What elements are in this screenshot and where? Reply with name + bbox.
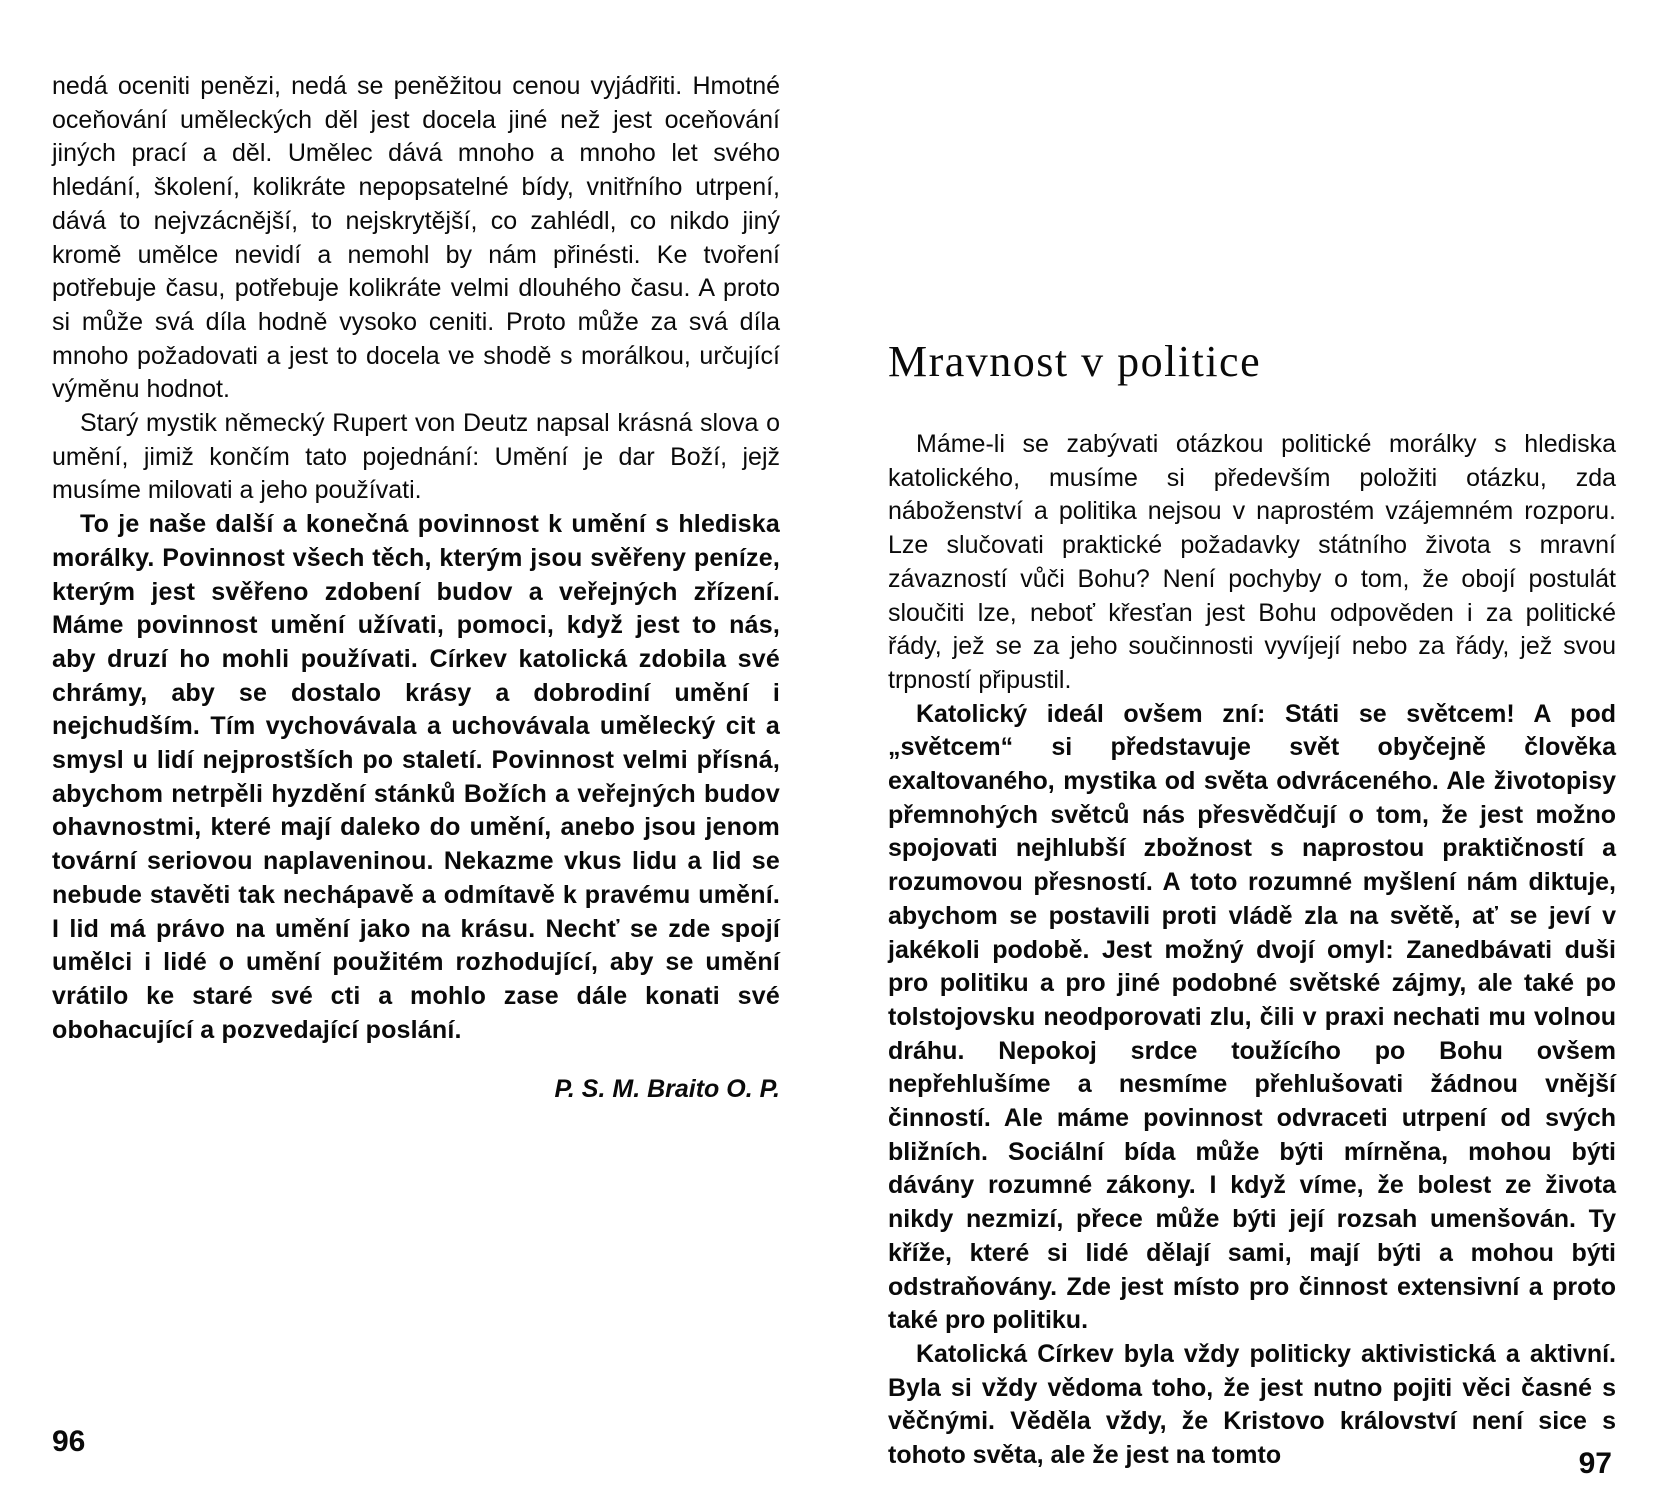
paragraph: Starý mystik německý Rupert von Deutz napsal krásná slova o umění, jimiž končím tato pojednání: Umění je dar Boží, jejž musíme milovati a jeho používati. bbox=[52, 409, 780, 505]
page-number: 96 bbox=[52, 1425, 86, 1458]
paragraph: To je naše další a konečná povinnost k umění s hlediska morálky. Povinnost všech těch, kterým jsou svěřeny peníze, kterým jest svěřeno zdobení budov a veřejných zřízení. Máme povinnost umění užívati, pomoci, když jest to nás, aby druzí ho mohli používati. Církev katolická zdobila své chrámy, aby se dostalo krásy a dobrodiní umění i nejchudším. Tím vychovávala a uchovávala umělecký cit a smysl u lidí nejprostších po staletí. Povinnost velmi přísná, abychom netrpěli hyzdění stánků Božích a veřejných budov ohavnostmi, které mají daleko do umění, anebo jsou jenom tovární seriovou naplaveninou. Nekazme vkus lidu a lid se nebude stavěti tak nechápavě a odmítavě k pravému umění. I lid má právo na umění jako na krásu. Nechť se zde spojí umělci i lidé o umění použitém rozhodující, aby se umění vrátilo ke staré své cti a mohlo zase dále konati své obohacující a pozvedající poslání. bbox=[52, 510, 780, 1044]
right-page bbox=[832, 0, 1664, 1500]
paragraph: Katolický ideál ovšem zní: Státi se světcem! A pod „světcem“ si představuje svět obyčejně člověka exaltovaného, mystika od světa odvráceného. Ale životopisy přemnohých světců nás přesvědčují o tom, že jest možno spojovati nejhlubší zbožnost s naprostou praktičností a rozumovou přesností. A toto rozumné myšlení nám diktuje, abychom se postavili proti vládě zla na světě, ať se jeví v jakékoli podobě. Jest možný dvojí omyl: Zanedbávati duši pro politiku a pro jiné podobné světské zájmy, ale také po tolstojovsku neodporovati zlu, čili v praxi nechati mu volnou dráhu. Nepokoj srdce toužícího po Bohu ovšem nepřehlušíme a nesmíme přehlušovati žádnou vnější činností. Ale máme povinnost odvraceti utrpení od svých bližních. Sociální bída může býti mírněna, mohou býti dávány rozumné zákony. I když víme, že bolest ze života nikdy nezmizí, přece může býti její rozsah umenšován. Ty kříže, které si lidé dělají sami, mají býti a mohou býti odstraňovány. Zde jest místo pro činnost extensivní a proto také pro politiku. bbox=[888, 699, 1616, 1335]
paragraph: Máme-li se zabývati otázkou politické morálky s hlediska katolického, musíme si především položiti otázku, zda náboženství a politika nejsou v naprostém vzájemném rozporu. Lze slučovati praktické požadavky státního života s mravní závazností vůči Bohu? Není pochyby o tom, že obojí postulát sloučiti lze, neboť křesťan jest Bohu odpověden i za politické řády, jež se za jeho součinnosti vyvíjejí nebo za řády, jež svou trpností připustil. bbox=[888, 430, 1616, 694]
author-signature: P. S. M. Braito O. P. bbox=[554, 1075, 780, 1103]
right-page-body bbox=[888, 428, 1616, 1473]
paragraph: nedá oceniti penězi, nedá se peněžitou cenou vyjádřiti. Hmotné oceňování uměleckých děl jest docela jiné než jest oceňování jiných prací a děl. Umělec dává mnoho a mnoho let svého hledání, školení, kolikráte nepopsatelné bídy, vnitřního utrpení, dává to nejvzácnější, to nejskrytější, co zahlédl, co nikdo jiný kromě umělce nevidí a nemohl by nám přinésti. Ke tvoření potřebuje času, potřebuje kolikráte velmi dlouhého času. A proto si může svá díla hodně vysoko ceniti. Proto může za svá díla mnoho požadovati a jest to docela ve shodě s morálkou, určující výměnu hodnot. bbox=[52, 72, 780, 404]
left-page-body bbox=[52, 70, 780, 1047]
paragraph: Katolická Církev byla vždy politicky aktivistická a aktivní. Byla si vždy vědoma toho, že jest nutno pojiti věci časné s věčnými. Věděla vždy, že Kristovo království není sice s tohoto světa, ale že jest na tomto bbox=[888, 1339, 1616, 1470]
section-title: Mravnost v politice bbox=[888, 337, 1262, 386]
page-number: 97 bbox=[1578, 1447, 1612, 1480]
